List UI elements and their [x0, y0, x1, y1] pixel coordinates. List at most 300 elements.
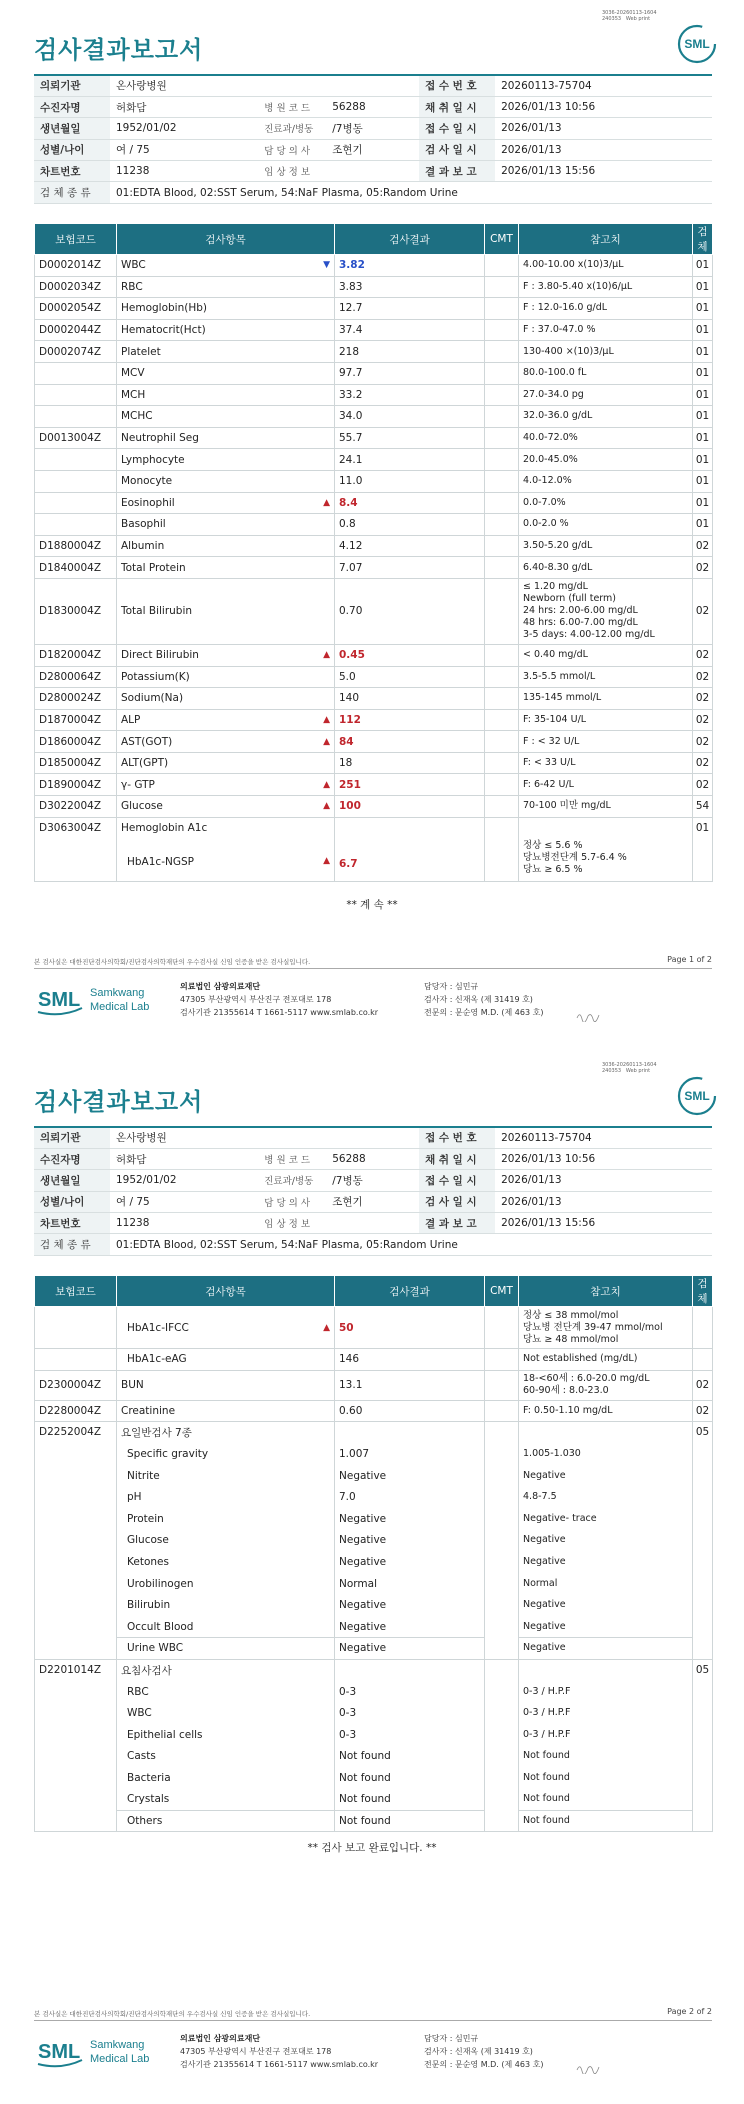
specimen-code: 02 — [693, 535, 713, 557]
specimen-code: 01 — [693, 384, 713, 406]
result-value — [335, 514, 485, 536]
test-item: Occult Blood — [117, 1616, 335, 1638]
insurance-code: D1870004Z — [35, 709, 117, 731]
insurance-code: D1890004Z — [35, 774, 117, 796]
result-value — [335, 796, 485, 818]
info-label: 성별/나이 — [34, 1191, 110, 1212]
result-text: 37.4 — [339, 324, 363, 337]
reference-range: Negative — [519, 1530, 693, 1552]
staff-line: 전문의 : 문순영 M.D. (제 463 호) — [424, 1008, 544, 1017]
insurance-code: D1820004Z — [35, 644, 117, 666]
high-flag-icon: ▲ — [323, 714, 330, 725]
reference-range: 0.0-2.0 % — [519, 514, 693, 536]
test-item — [117, 341, 335, 363]
info-label: 접 수 일 시 — [419, 118, 495, 139]
result-text: 3.83 — [339, 280, 363, 293]
sml-logo-badge — [677, 1076, 717, 1116]
col-header-cmt: CMT — [485, 1276, 519, 1307]
reference-range: 3.5-5.5 mmol/L — [519, 666, 693, 688]
insurance-code — [35, 362, 117, 384]
test-item: Glucose — [117, 1530, 335, 1552]
svg-text:SML: SML — [38, 2041, 81, 2063]
high-flag-icon: ▲ — [323, 497, 330, 508]
test-item — [117, 406, 335, 428]
reference-line: 당뇨병 전단계 39-47 mmol/mol — [523, 1321, 663, 1333]
info-value: 허화담 — [110, 96, 258, 117]
info-label: 생년월일 — [34, 1170, 110, 1191]
test-item-label: MCHC — [121, 410, 153, 423]
test-group-label: Hemoglobin A1c — [121, 821, 208, 834]
result-value — [335, 255, 485, 277]
info-label: 접 수 번 호 — [419, 75, 495, 96]
staff-line: 검사자 : 신재옥 (제 31419 호) — [424, 2047, 533, 2056]
test-item: pH — [117, 1486, 335, 1508]
test-item — [117, 470, 335, 492]
insurance-code: D0002034Z — [35, 276, 117, 298]
cmt-cell — [485, 384, 519, 406]
org-address: 47305 부산광역시 부산진구 전포대로 178 — [180, 2047, 332, 2056]
insurance-code: D0002044Z — [35, 319, 117, 341]
reference-range: < 0.40 mg/dL — [519, 644, 693, 666]
result-text: 34.0 — [339, 410, 363, 423]
info-value: 56288 — [326, 96, 419, 117]
insurance-code — [35, 492, 117, 514]
info-label: 차트번호 — [34, 1213, 110, 1234]
result-text: 5.0 — [339, 670, 356, 683]
result-text: 112 — [339, 713, 361, 726]
cmt-cell — [485, 255, 519, 277]
table-row — [35, 514, 713, 536]
patient-info-table — [34, 74, 712, 204]
info-label: 담 당 의 사 — [258, 1191, 326, 1212]
specimen-code: 02 — [693, 578, 713, 644]
table-row — [35, 1400, 713, 1422]
info-label: 검 체 종 류 — [34, 1234, 110, 1255]
reference-range: Negative- trace — [519, 1508, 693, 1530]
specimen-code: 02 — [693, 1370, 713, 1400]
cmt-cell — [485, 752, 519, 774]
test-item — [117, 384, 335, 406]
info-value — [326, 1213, 419, 1234]
result-value: Not found — [335, 1767, 485, 1789]
table-row — [35, 644, 713, 666]
high-flag-icon: ▲ — [323, 855, 330, 866]
report-title: 검사결과보고서 — [34, 1088, 204, 1116]
info-label: 병 원 코 드 — [258, 1148, 326, 1169]
result-value: 0-3 — [335, 1681, 485, 1703]
result-value: Negative — [335, 1594, 485, 1616]
reference-line: ≤ 1.20 mg/dL — [523, 581, 588, 593]
result-value — [335, 1307, 485, 1349]
svg-text:SML: SML — [38, 989, 81, 1011]
result-text: 146 — [339, 1353, 360, 1366]
info-label: 담 당 의 사 — [258, 139, 326, 160]
cmt-cell — [485, 319, 519, 341]
insurance-code — [35, 449, 117, 471]
table-row — [35, 709, 713, 731]
result-value: Negative — [335, 1638, 485, 1660]
test-item — [117, 492, 335, 514]
result-value: Not found — [335, 1789, 485, 1811]
info-label: 차트번호 — [34, 161, 110, 182]
result-text: 24.1 — [339, 453, 363, 466]
test-item — [117, 1400, 335, 1422]
result-value — [335, 492, 485, 514]
reference-range: 1.005-1.030 — [519, 1443, 693, 1465]
cmt-cell — [485, 341, 519, 363]
cmt-cell — [485, 406, 519, 428]
cmt-cell — [485, 688, 519, 710]
specimen-code: 02 — [693, 688, 713, 710]
col-header-code: 보험코드 — [35, 224, 117, 255]
result-value: 0-3 — [335, 1724, 485, 1746]
reference-range: F: 35-104 U/L — [519, 709, 693, 731]
result-value — [335, 817, 485, 881]
result-value — [335, 470, 485, 492]
result-text: 18 — [339, 757, 353, 770]
cmt-cell — [485, 817, 519, 881]
reference-range: 6.40-8.30 g/dL — [519, 557, 693, 579]
info-value: 20260113-75704 — [495, 75, 712, 96]
table-row — [35, 1746, 713, 1768]
result-text: 7.07 — [339, 561, 363, 574]
insurance-code: D3063004Z — [35, 817, 117, 881]
reference-range — [519, 817, 693, 881]
result-value — [335, 362, 485, 384]
test-item — [117, 427, 335, 449]
reference-line: 당뇨병전단계 5.7-6.4 % — [523, 851, 627, 863]
table-row — [35, 1551, 713, 1573]
result-text: 4.12 — [339, 540, 363, 553]
specimen-code: 01 — [693, 427, 713, 449]
low-flag-icon: ▼ — [323, 260, 330, 271]
info-value: 2026/01/13 — [495, 118, 712, 139]
table-row — [35, 1594, 713, 1616]
table-row — [35, 1702, 713, 1724]
reference-range: Negative — [519, 1594, 693, 1616]
result-value — [335, 1659, 485, 1681]
specimen-code: 01 — [693, 817, 713, 881]
table-row-group-header — [35, 1422, 713, 1444]
reference-line: 60-90세 : 8.0-23.0 — [523, 1385, 609, 1397]
insurance-code: D1880004Z — [35, 535, 117, 557]
result-text: 0.70 — [339, 605, 363, 618]
reference-range: F : < 32 U/L — [519, 731, 693, 753]
result-value — [335, 557, 485, 579]
samkwang-logo — [36, 2030, 156, 2070]
col-header-result: 검사결과 — [335, 1276, 485, 1307]
org-name: 의료법인 삼광의료재단 — [180, 982, 261, 991]
info-value: 조현기 — [326, 1191, 419, 1212]
complete-note: ** 검사 보고 완료입니다. ** — [307, 1842, 437, 1854]
table-row — [35, 578, 713, 644]
info-value: 2026/01/13 15:56 — [495, 161, 712, 182]
test-item-label: Monocyte — [121, 475, 173, 488]
reference-range: Normal — [519, 1573, 693, 1595]
test-item-label: Direct Bilirubin — [121, 649, 199, 662]
result-value — [335, 709, 485, 731]
cmt-cell — [485, 298, 519, 320]
info-value: 온사랑병원 — [110, 1127, 419, 1148]
info-label: 진료과/병동 — [258, 118, 326, 139]
table-row — [35, 255, 713, 277]
table-row — [35, 796, 713, 818]
reference-range — [519, 1659, 693, 1681]
result-value — [335, 731, 485, 753]
result-value — [335, 752, 485, 774]
footer-signatures — [424, 2032, 543, 2071]
specimen-code: 02 — [693, 709, 713, 731]
specimen-code: 02 — [693, 752, 713, 774]
cmt-cell — [485, 492, 519, 514]
info-label: 결 과 보 고 — [419, 161, 495, 182]
test-item — [117, 514, 335, 536]
test-item-label: Hemoglobin(Hb) — [121, 302, 208, 315]
test-item-label: Hematocrit(Hct) — [121, 324, 206, 337]
info-value: 허화담 — [110, 1148, 258, 1169]
reference-range — [519, 1307, 693, 1349]
table-row — [35, 1616, 713, 1638]
print-meta: 3036-20260113-1604 240353 Web print — [602, 10, 657, 22]
test-item-label: Potassium(K) — [121, 670, 190, 683]
reference-range: 70-100 미만 mg/dL — [519, 796, 693, 818]
result-value — [335, 688, 485, 710]
report-title: 검사결과보고서 — [34, 36, 204, 64]
info-value: 2026/01/13 — [495, 139, 712, 160]
reference-range: 80.0-100.0 fL — [519, 362, 693, 384]
test-item-label: Total Bilirubin — [121, 605, 193, 618]
table-row — [35, 362, 713, 384]
test-item-label: HbA1c-IFCC — [127, 1321, 189, 1334]
cmt-cell — [485, 535, 519, 557]
reference-range: 130-400 ×(10)3/μL — [519, 341, 693, 363]
reference-range: Negative — [519, 1616, 693, 1638]
reference-range: 135-145 mmol/L — [519, 688, 693, 710]
test-item — [117, 298, 335, 320]
table-row — [35, 384, 713, 406]
table-row — [35, 1486, 713, 1508]
specimen-code: 01 — [693, 298, 713, 320]
info-label: 생년월일 — [34, 118, 110, 139]
table-row — [35, 774, 713, 796]
reference-range: 0-3 / H.P.F — [519, 1702, 693, 1724]
test-item — [117, 1370, 335, 1400]
reference-range: Not established (mg/dL) — [519, 1349, 693, 1371]
cmt-cell — [485, 449, 519, 471]
insurance-code: D1850004Z — [35, 752, 117, 774]
insurance-code: D2800064Z — [35, 666, 117, 688]
insurance-code — [35, 406, 117, 428]
result-text: 3.82 — [339, 259, 365, 272]
reference-range: 4.0-12.0% — [519, 470, 693, 492]
result-value — [335, 774, 485, 796]
result-value — [335, 666, 485, 688]
info-value: 2026/01/13 10:56 — [495, 1148, 712, 1169]
insurance-code: D0002014Z — [35, 255, 117, 277]
reference-range: 4.8-7.5 — [519, 1486, 693, 1508]
table-row — [35, 1443, 713, 1465]
result-value: Normal — [335, 1573, 485, 1595]
cmt-cell — [485, 796, 519, 818]
info-value: 11238 — [110, 161, 258, 182]
reference-range: F : 12.0-16.0 g/dL — [519, 298, 693, 320]
test-item — [117, 276, 335, 298]
result-text: 55.7 — [339, 432, 363, 445]
test-item: Urobilinogen — [117, 1573, 335, 1595]
footer-org-info — [180, 2032, 378, 2071]
reference-range: Negative — [519, 1465, 693, 1487]
table-row — [35, 298, 713, 320]
cmt-cell — [485, 1400, 519, 1422]
info-value: 1952/01/02 — [110, 118, 258, 139]
reference-range: F : 3.80-5.40 x(10)6/μL — [519, 276, 693, 298]
test-item: Nitrite — [117, 1465, 335, 1487]
test-group-label: 요침사검사 — [117, 1659, 335, 1681]
table-row — [35, 449, 713, 471]
result-text: 140 — [339, 692, 360, 705]
cmt-cell — [485, 1370, 519, 1400]
specimen-code: 01 — [693, 514, 713, 536]
test-item-label: Lymphocyte — [121, 453, 185, 466]
test-item-label: MCV — [121, 367, 145, 380]
cmt-cell — [485, 1659, 519, 1832]
table-row — [35, 1789, 713, 1811]
result-value — [335, 427, 485, 449]
reference-range: 40.0-72.0% — [519, 427, 693, 449]
insurance-code: D1830004Z — [35, 578, 117, 644]
specimen-code: 01 — [693, 470, 713, 492]
result-text: 11.0 — [339, 475, 363, 488]
test-item-label: HbA1c-NGSP — [127, 855, 194, 868]
test-item — [117, 255, 335, 277]
reference-line: 24 hrs: 2.00-6.00 mg/dL — [523, 605, 638, 617]
signature-mark — [576, 1010, 600, 1022]
reference-range: F: 6-42 U/L — [519, 774, 693, 796]
specimen-code: 02 — [693, 731, 713, 753]
table-row — [35, 752, 713, 774]
svg-text:SML: SML — [684, 1089, 710, 1103]
result-value — [335, 319, 485, 341]
info-label: 채 취 일 시 — [419, 1148, 495, 1169]
test-item: Ketones — [117, 1551, 335, 1573]
info-value: 2026/01/13 — [495, 1170, 712, 1191]
info-label: 채 취 일 시 — [419, 96, 495, 117]
specimen-code: 02 — [693, 644, 713, 666]
test-item-label: HbA1c-eAG — [127, 1353, 187, 1366]
test-item: Bacteria — [117, 1767, 335, 1789]
result-value: 1.007 — [335, 1443, 485, 1465]
table-row — [35, 1530, 713, 1552]
high-flag-icon: ▲ — [323, 1322, 330, 1333]
footer-divider — [34, 968, 712, 969]
table-row — [35, 1810, 713, 1832]
test-item — [117, 449, 335, 471]
svg-text:SML: SML — [684, 37, 710, 51]
result-value: 7.0 — [335, 1486, 485, 1508]
sub-test — [121, 856, 330, 868]
footer-divider — [34, 2020, 712, 2021]
specimen-code: 01 — [693, 341, 713, 363]
insurance-code — [35, 1349, 117, 1371]
footer-signatures — [424, 980, 543, 1019]
results-table-page-1 — [34, 223, 713, 882]
result-value: Negative — [335, 1551, 485, 1573]
col-header-item: 검사항목 — [117, 224, 335, 255]
test-item-label: ALP — [121, 713, 141, 726]
result-value — [335, 276, 485, 298]
reference-range: 0-3 / H.P.F — [519, 1681, 693, 1703]
table-row — [35, 427, 713, 449]
info-label: 수진자명 — [34, 1148, 110, 1169]
info-label: 진료과/병동 — [258, 1170, 326, 1191]
test-item: Epithelial cells — [117, 1724, 335, 1746]
info-value: 온사랑병원 — [110, 75, 419, 96]
table-row — [35, 1681, 713, 1703]
result-value — [335, 644, 485, 666]
info-label: 접 수 일 시 — [419, 1170, 495, 1191]
test-item-label: Eosinophil — [121, 496, 175, 509]
result-value: Not found — [335, 1810, 485, 1832]
test-item — [117, 535, 335, 557]
test-item-label: Creatinine — [121, 1404, 176, 1417]
reference-line: 18-<60세 : 6.0-20.0 mg/dL — [523, 1373, 650, 1385]
cmt-cell — [485, 276, 519, 298]
test-item — [117, 752, 335, 774]
info-value: /7병동 — [326, 1170, 419, 1191]
table-row — [35, 688, 713, 710]
col-header-item: 검사항목 — [117, 1276, 335, 1307]
info-label: 검 체 종 류 — [34, 182, 110, 203]
accreditation-note: 본 검사실은 대한진단검사의학회/진단검사의학재단의 우수검사실 신임 인증을 받은 검사실입니다. — [34, 2010, 311, 2018]
report-page-2 — [0, 1052, 744, 2104]
cmt-cell — [485, 427, 519, 449]
test-item-label: AST(GOT) — [121, 735, 173, 748]
cmt-cell — [485, 731, 519, 753]
test-item — [117, 644, 335, 666]
table-row — [35, 1724, 713, 1746]
org-contact: 검사기관 21355614 T 1661-5117 www.smlab.co.kr — [180, 1008, 379, 1017]
reference-range: Not found — [519, 1789, 693, 1811]
specimen-code: 01 — [693, 255, 713, 277]
reference-range: 0-3 / H.P.F — [519, 1724, 693, 1746]
reference-range: 32.0-36.0 g/dL — [519, 406, 693, 428]
test-item-label: Glucose — [121, 800, 163, 813]
reference-range: F: < 33 U/L — [519, 752, 693, 774]
result-text: 0.8 — [339, 518, 356, 531]
table-row — [35, 1307, 713, 1349]
result-value — [335, 384, 485, 406]
result-text: 251 — [339, 778, 361, 791]
high-flag-icon: ▲ — [323, 650, 330, 661]
reference-range: 0.0-7.0% — [519, 492, 693, 514]
info-value: 20260113-75704 — [495, 1127, 712, 1148]
result-text: 6.7 — [339, 857, 358, 870]
patient-info-table — [34, 1126, 712, 1256]
col-header-ref: 참고치 — [519, 224, 693, 255]
table-row — [35, 492, 713, 514]
reference-range: Not found — [519, 1746, 693, 1768]
test-item — [117, 688, 335, 710]
svg-text:Medical Lab: Medical Lab — [90, 2053, 150, 2065]
test-item: Urine WBC — [117, 1638, 335, 1660]
info-value — [326, 161, 419, 182]
table-row — [35, 1573, 713, 1595]
table-row — [35, 731, 713, 753]
test-item-label: RBC — [121, 280, 143, 293]
table-row — [35, 276, 713, 298]
info-value: 2026/01/13 10:56 — [495, 96, 712, 117]
cmt-cell — [485, 1307, 519, 1349]
